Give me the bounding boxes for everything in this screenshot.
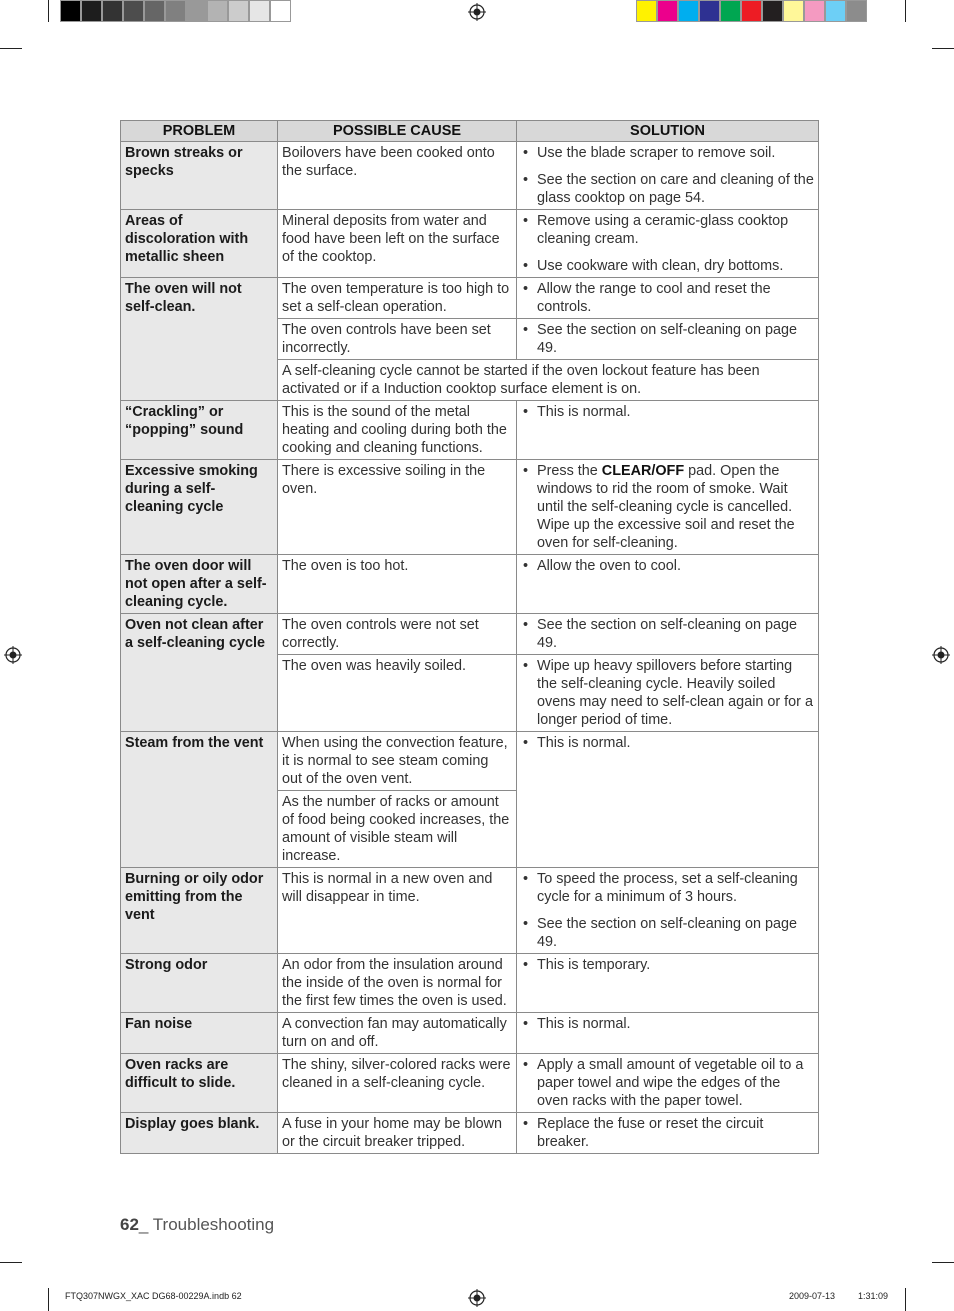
problem-cell: Burning or oily odor emitting from the vent — [121, 868, 278, 954]
solution-item: • See the section on self-cleaning on page 49. — [521, 915, 814, 951]
crop-mark — [0, 48, 22, 49]
cause-cell: The oven temperature is too high to set a self-clean operation. — [278, 278, 517, 319]
gray-swatch — [249, 0, 270, 22]
table-row — [121, 460, 819, 555]
print-slug-file: FTQ307NWGX_XAC DG68-00229A.indb 62 — [65, 1291, 242, 1301]
cause-cell: The oven was heavily soiled. — [278, 655, 517, 732]
crop-mark — [48, 0, 49, 22]
problem-cell: The oven will not self-clean. — [121, 278, 278, 401]
header-possible-cause: POSSIBLE CAUSE — [278, 121, 517, 142]
page-footer — [120, 1215, 274, 1235]
problem-cell: The oven door will not open after a self-cleaning cycle. — [121, 555, 278, 614]
print-slug-time: 1:31:09 — [858, 1291, 889, 1301]
solution-cell — [517, 460, 819, 555]
solution-text: Press the — [537, 463, 602, 479]
solution-cell — [517, 614, 819, 655]
solution-cell — [517, 278, 819, 319]
solution-item: • Apply a small amount of vegetable oil to a paper towel and wipe the edges of the oven racks with the paper towel. — [521, 1056, 814, 1110]
grayscale-bar — [60, 0, 291, 24]
crop-mark — [932, 48, 954, 49]
solution-cell — [517, 868, 819, 954]
registration-mark-icon — [932, 646, 950, 664]
cause-cell: When using the convection feature, it is normal to see steam coming out of the oven vent. — [278, 732, 517, 791]
table-row — [121, 278, 819, 319]
cause-cell: As the number of racks or amount of food being cooked increases, the amount of visible steam will increase. — [278, 791, 517, 868]
table-header-row — [121, 121, 819, 142]
solution-item — [521, 462, 814, 552]
clear-off-pad-label: CLEAR/OFF — [601, 463, 685, 479]
problem-cell: Oven racks are difficult to slide. — [121, 1054, 278, 1113]
solution-cell — [517, 210, 819, 278]
color-swatch — [741, 0, 762, 22]
solution-item: • This is normal. — [521, 734, 814, 752]
solution-cell — [517, 401, 819, 460]
problem-cell: Oven not clean after a self-cleaning cycle — [121, 614, 278, 732]
color-swatch — [825, 0, 846, 22]
table-row — [121, 1054, 819, 1113]
problem-cell: Areas of discoloration with metallic sheen — [121, 210, 278, 278]
solution-cell — [517, 732, 819, 868]
cause-cell: The oven is too hot. — [278, 555, 517, 614]
solution-item: • See the section on self-cleaning on page 49. — [521, 321, 814, 357]
color-swatch — [783, 0, 804, 22]
gray-swatch — [60, 0, 81, 22]
crop-mark — [0, 1262, 22, 1263]
section-name: _ Troubleshooting — [138, 1215, 275, 1234]
gray-swatch — [270, 0, 291, 22]
table-row — [121, 868, 819, 954]
cause-cell: The oven controls have been set incorrectly. — [278, 319, 517, 360]
gray-swatch — [207, 0, 228, 22]
color-swatch — [678, 0, 699, 22]
problem-cell: Strong odor — [121, 954, 278, 1013]
cause-cell: The shiny, silver-colored racks were cleaned in a self-cleaning cycle. — [278, 1054, 517, 1113]
solution-item: • This is normal. — [521, 1015, 814, 1033]
table-row — [121, 954, 819, 1013]
table-row — [121, 732, 819, 791]
print-slug-date: 2009-07-13 — [789, 1291, 836, 1301]
cause-cell: This is normal in a new oven and will disappear in time. — [278, 868, 517, 954]
gray-swatch — [144, 0, 165, 22]
cause-cell: There is excessive soiling in the oven. — [278, 460, 517, 555]
problem-cell: Brown streaks or specks — [121, 142, 278, 210]
gray-swatch — [81, 0, 102, 22]
problem-cell: “Crackling” or “popping” sound — [121, 401, 278, 460]
gray-swatch — [102, 0, 123, 22]
solution-cell — [517, 1113, 819, 1154]
troubleshooting-table — [120, 120, 819, 1154]
problem-cell: Steam from the vent — [121, 732, 278, 868]
crop-mark — [905, 1288, 906, 1311]
gray-swatch — [228, 0, 249, 22]
registration-mark-icon — [468, 3, 486, 21]
solution-item: • This is normal. — [521, 403, 814, 421]
solution-item: • To speed the process, set a self-cleaning cycle for a minimum of 3 hours. — [521, 870, 814, 906]
table-row — [121, 1113, 819, 1154]
solution-cell — [517, 555, 819, 614]
color-swatch — [720, 0, 741, 22]
color-swatch — [699, 0, 720, 22]
cause-cell: An odor from the insulation around the inside of the oven is normal for the first few times the oven is used. — [278, 954, 517, 1013]
table-row — [121, 210, 819, 278]
solution-item: • Allow the range to cool and reset the controls. — [521, 280, 814, 316]
crop-mark — [48, 1288, 49, 1311]
solution-item: • See the section on care and cleaning of the glass cooktop on page 54. — [521, 171, 814, 207]
header-problem: PROBLEM — [121, 121, 278, 142]
solution-item: • Remove using a ceramic-glass cooktop cleaning cream. — [521, 212, 814, 248]
page-number: 62 — [120, 1215, 139, 1234]
color-swatch — [762, 0, 783, 22]
solution-item: • This is temporary. — [521, 956, 814, 974]
problem-cell: Excessive smoking during a self-cleaning cycle — [121, 460, 278, 555]
solution-item: • Allow the oven to cool. — [521, 557, 814, 575]
solution-item: • Use cookware with clean, dry bottoms. — [521, 257, 814, 275]
crop-mark — [932, 1262, 954, 1263]
solution-item: • Use the blade scraper to remove soil. — [521, 144, 814, 162]
solution-cell — [517, 1013, 819, 1054]
cause-cell: This is the sound of the metal heating and cooling during both the cooking and cleaning functions. — [278, 401, 517, 460]
solution-item: • Wipe up heavy spillovers before starting the self-cleaning cycle. Heavily soiled ovens may need to self-clean again or for a longer period of time. — [521, 657, 814, 729]
color-bar — [636, 0, 867, 24]
table-row — [121, 614, 819, 655]
table-row — [121, 555, 819, 614]
color-swatch — [804, 0, 825, 22]
solution-item: • Replace the fuse or reset the circuit breaker. — [521, 1115, 814, 1151]
table-row — [121, 401, 819, 460]
cause-cell: A convection fan may automatically turn on and off. — [278, 1013, 517, 1054]
gray-swatch — [123, 0, 144, 22]
color-swatch — [846, 0, 867, 22]
problem-cell: Fan noise — [121, 1013, 278, 1054]
registration-mark-icon — [4, 646, 22, 664]
problem-cell: Display goes blank. — [121, 1113, 278, 1154]
registration-mark-icon — [468, 1289, 486, 1307]
solution-cell — [517, 142, 819, 210]
color-swatch — [657, 0, 678, 22]
color-swatch — [636, 0, 657, 22]
cause-cell: Mineral deposits from water and food have been left on the surface of the cooktop. — [278, 210, 517, 278]
solution-cell — [517, 954, 819, 1013]
crop-mark — [905, 0, 906, 22]
note-cell: A self-cleaning cycle cannot be started if the oven lockout feature has been activated or if a Induction cooktop surface element is on. — [278, 360, 819, 401]
table-row — [121, 1013, 819, 1054]
solution-cell — [517, 319, 819, 360]
solution-text: pad. Open the windows to rid the room of smoke. Wait until the self-cleaning cycle is cancelled. Wipe up the excessive soil and reset the oven for self-cleaning. — [537, 463, 795, 551]
solution-item: • See the section on self-cleaning on page 49. — [521, 616, 814, 652]
cause-cell: The oven controls were not set correctly. — [278, 614, 517, 655]
gray-swatch — [186, 0, 207, 22]
gray-swatch — [165, 0, 186, 22]
cause-cell: Boilovers have been cooked onto the surface. — [278, 142, 517, 210]
table-row — [121, 142, 819, 210]
solution-cell — [517, 1054, 819, 1113]
header-solution: SOLUTION — [517, 121, 819, 142]
cause-cell: A fuse in your home may be blown or the circuit breaker tripped. — [278, 1113, 517, 1154]
solution-cell — [517, 655, 819, 732]
